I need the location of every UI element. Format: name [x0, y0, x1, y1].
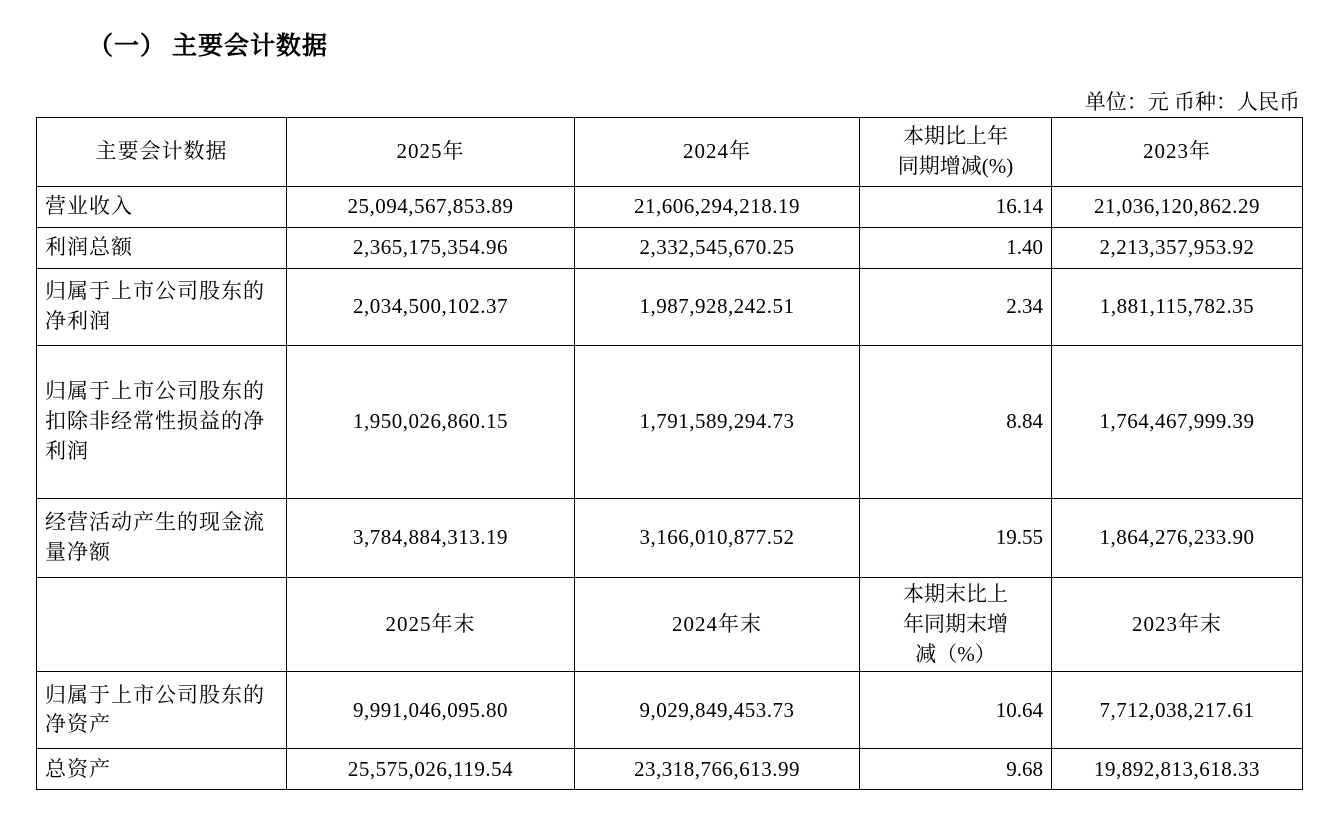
subheader-cell-2023-end: 2023年末	[1052, 578, 1303, 672]
cell-revenue-2024: 21,606,294,218.19	[575, 187, 860, 228]
cell-operating-cashflow-change: 19.55	[860, 499, 1052, 578]
table-row	[37, 228, 1303, 269]
table-subheader-row	[37, 578, 1303, 672]
unit-note: 单位：元 币种：人民币	[1084, 90, 1300, 114]
cell-net-assets-2025: 9,991,046,095.80	[287, 672, 575, 749]
main-accounting-data-table	[36, 117, 1303, 790]
header-change-line2: 同期增减(%)	[897, 154, 1014, 178]
section-heading	[88, 26, 328, 62]
section-title: 主要会计数据	[172, 33, 329, 60]
row-label-total-profit: 利润总额	[37, 228, 287, 269]
section-number: （一）	[88, 33, 167, 60]
cell-net-profit-excl-change: 8.84	[860, 346, 1052, 499]
subheader-cell-empty	[37, 578, 287, 672]
cell-revenue-2025: 25,094,567,853.89	[287, 187, 575, 228]
header-cell-2024: 2024年	[575, 118, 860, 187]
cell-total-profit-2024: 2,332,545,670.25	[575, 228, 860, 269]
table-header-row	[37, 118, 1303, 187]
cell-operating-cashflow-2025: 3,784,884,313.19	[287, 499, 575, 578]
table-row	[37, 499, 1303, 578]
row-label-net-profit-excl-nonrecurring: 归属于上市公司股东的扣除非经常性损益的净利润	[37, 346, 287, 499]
cell-revenue-2023: 21,036,120,862.29	[1052, 187, 1303, 228]
row-label-revenue: 营业收入	[37, 187, 287, 228]
cell-net-assets-change: 10.64	[860, 672, 1052, 749]
cell-net-profit-2025: 2,034,500,102.37	[287, 269, 575, 346]
row-label-net-assets: 归属于上市公司股东的净资产	[37, 672, 287, 749]
header-cell-2023: 2023年	[1052, 118, 1303, 187]
cell-total-profit-2025: 2,365,175,354.96	[287, 228, 575, 269]
cell-total-assets-2025: 25,575,026,119.54	[287, 749, 575, 790]
cell-net-profit-2023: 1,881,115,782.35	[1052, 269, 1303, 346]
row-label-operating-cashflow: 经营活动产生的现金流量净额	[37, 499, 287, 578]
subheader-change-line2: 年同期末增	[903, 611, 1008, 636]
header-cell-metric: 主要会计数据	[37, 118, 287, 187]
table-row	[37, 346, 1303, 499]
cell-total-assets-2023: 19,892,813,618.33	[1052, 749, 1303, 790]
cell-revenue-change: 16.14	[860, 187, 1052, 228]
cell-operating-cashflow-2023: 1,864,276,233.90	[1052, 499, 1303, 578]
cell-net-assets-2023: 7,712,038,217.61	[1052, 672, 1303, 749]
cell-operating-cashflow-2024: 3,166,010,877.52	[575, 499, 860, 578]
row-label-total-assets: 总资产	[37, 749, 287, 790]
cell-net-profit-excl-2024: 1,791,589,294.73	[575, 346, 860, 499]
subheader-change-line3: 减（%）	[915, 641, 996, 666]
cell-total-assets-2024: 23,318,766,613.99	[575, 749, 860, 790]
row-label-net-profit: 归属于上市公司股东的净利润	[37, 269, 287, 346]
cell-total-profit-2023: 2,213,357,953.92	[1052, 228, 1303, 269]
cell-net-assets-2024: 9,029,849,453.73	[575, 672, 860, 749]
table-row	[37, 672, 1303, 749]
subheader-cell-2024-end: 2024年末	[575, 578, 860, 672]
subheader-cell-change	[860, 578, 1052, 672]
table-row	[37, 749, 1303, 790]
cell-net-profit-2024: 1,987,928,242.51	[575, 269, 860, 346]
cell-net-profit-excl-2023: 1,764,467,999.39	[1052, 346, 1303, 499]
cell-net-profit-change: 2.34	[860, 269, 1052, 346]
subheader-change-line1: 本期末比上	[903, 582, 1008, 606]
table-row	[37, 187, 1303, 228]
header-cell-2025: 2025年	[287, 118, 575, 187]
subheader-cell-2025-end: 2025年末	[287, 578, 575, 672]
cell-total-profit-change: 1.40	[860, 228, 1052, 269]
table-row	[37, 269, 1303, 346]
cell-net-profit-excl-2025: 1,950,026,860.15	[287, 346, 575, 499]
cell-total-assets-change: 9.68	[860, 749, 1052, 790]
header-cell-change	[860, 118, 1052, 187]
header-change-line1: 本期比上年	[903, 124, 1008, 149]
